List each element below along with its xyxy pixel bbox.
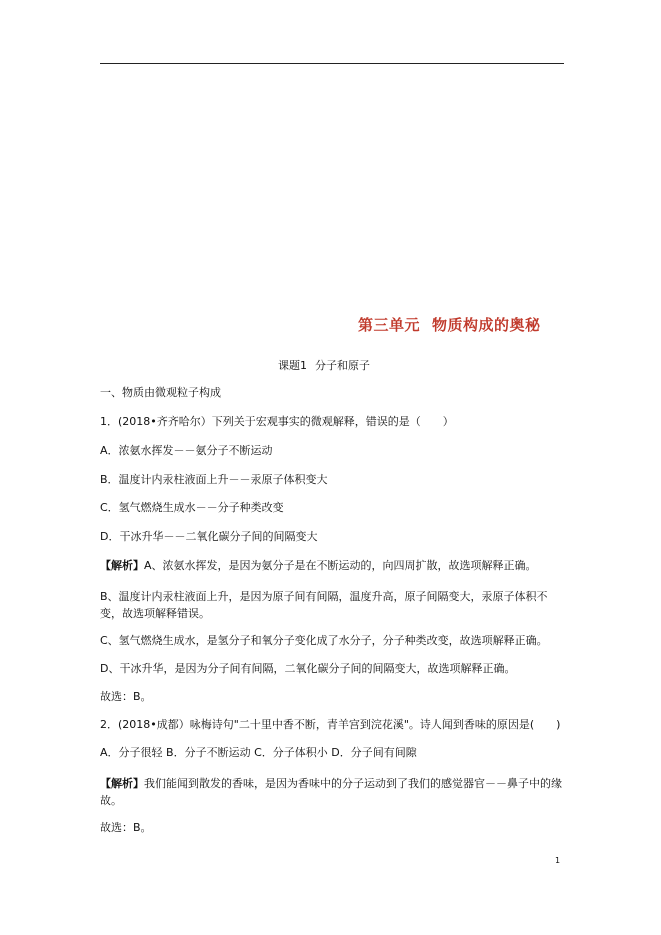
- q1-answer: 故选：B。: [100, 690, 152, 703]
- header-rule: [100, 63, 564, 64]
- q1-option-b: B．温度计内汞柱液面上升－－汞原子体积变大: [100, 473, 328, 486]
- q1-analysis-a: [100, 559, 537, 573]
- page-number: 1: [555, 856, 561, 865]
- unit-name: 物质构成的奥秘: [432, 316, 541, 334]
- lesson-name: 分子和原子: [315, 359, 370, 372]
- q1-analysis-tag: 【解析】: [100, 559, 144, 572]
- q1-analysis-d: D、干冰升华，是因为分子间有间隔，二氧化碳分子间的间隔变大，故选项解释正确。: [100, 662, 516, 675]
- section-heading: 一、物质由微观粒子构成: [100, 386, 221, 399]
- lesson-title: [278, 357, 370, 373]
- q2-analysis: [100, 775, 562, 809]
- q1-stem: 1．(2018•齐齐哈尔）下列关于宏观事实的微观解释，错误的是（ ）: [100, 415, 454, 428]
- q1-option-c: C．氢气燃烧生成水－－分子种类改变: [100, 501, 284, 514]
- unit-number: 第三单元: [358, 316, 421, 334]
- q1-option-a: A．浓氨水挥发－－氨分子不断运动: [100, 444, 273, 457]
- unit-title: [358, 314, 541, 335]
- q2-options: A．分子很轻 B．分子不断运动 C．分子体积小 D．分子间有间隙: [100, 746, 417, 759]
- q1-analysis-b: B、温度计内汞柱液面上升，是因为原子间有间隔，温度升高，原子间隔变大，汞原子体积不变，故选项解释错误。: [100, 590, 548, 620]
- q2-analysis-tag: 【解析】: [100, 777, 144, 790]
- lesson-label: 课题1: [278, 359, 307, 372]
- q2-analysis-text: 我们能闻到散发的香味，是因为香味中的分子运动到了我们的感觉器官－－鼻子中的缘故。: [100, 777, 562, 807]
- q1-analysis-c: C、氢气燃烧生成水，是氢分子和氧分子变化成了水分子，分子种类改变，故选项解释正确。: [100, 634, 548, 647]
- q2-answer: 故选：B。: [100, 821, 152, 834]
- q2-stem: 2．(2018•成都）咏梅诗句"二十里中香不断，青羊宫到浣花溪"。诗人闻到香味的原因是( ): [100, 718, 561, 731]
- q1-analysis-text-a: A、浓氨水挥发，是因为氨分子是在不断运动的，向四周扩散，故选项解释正确。: [144, 559, 537, 572]
- q1-option-d: D．干冰升华－－二氧化碳分子间的间隔变大: [100, 530, 318, 543]
